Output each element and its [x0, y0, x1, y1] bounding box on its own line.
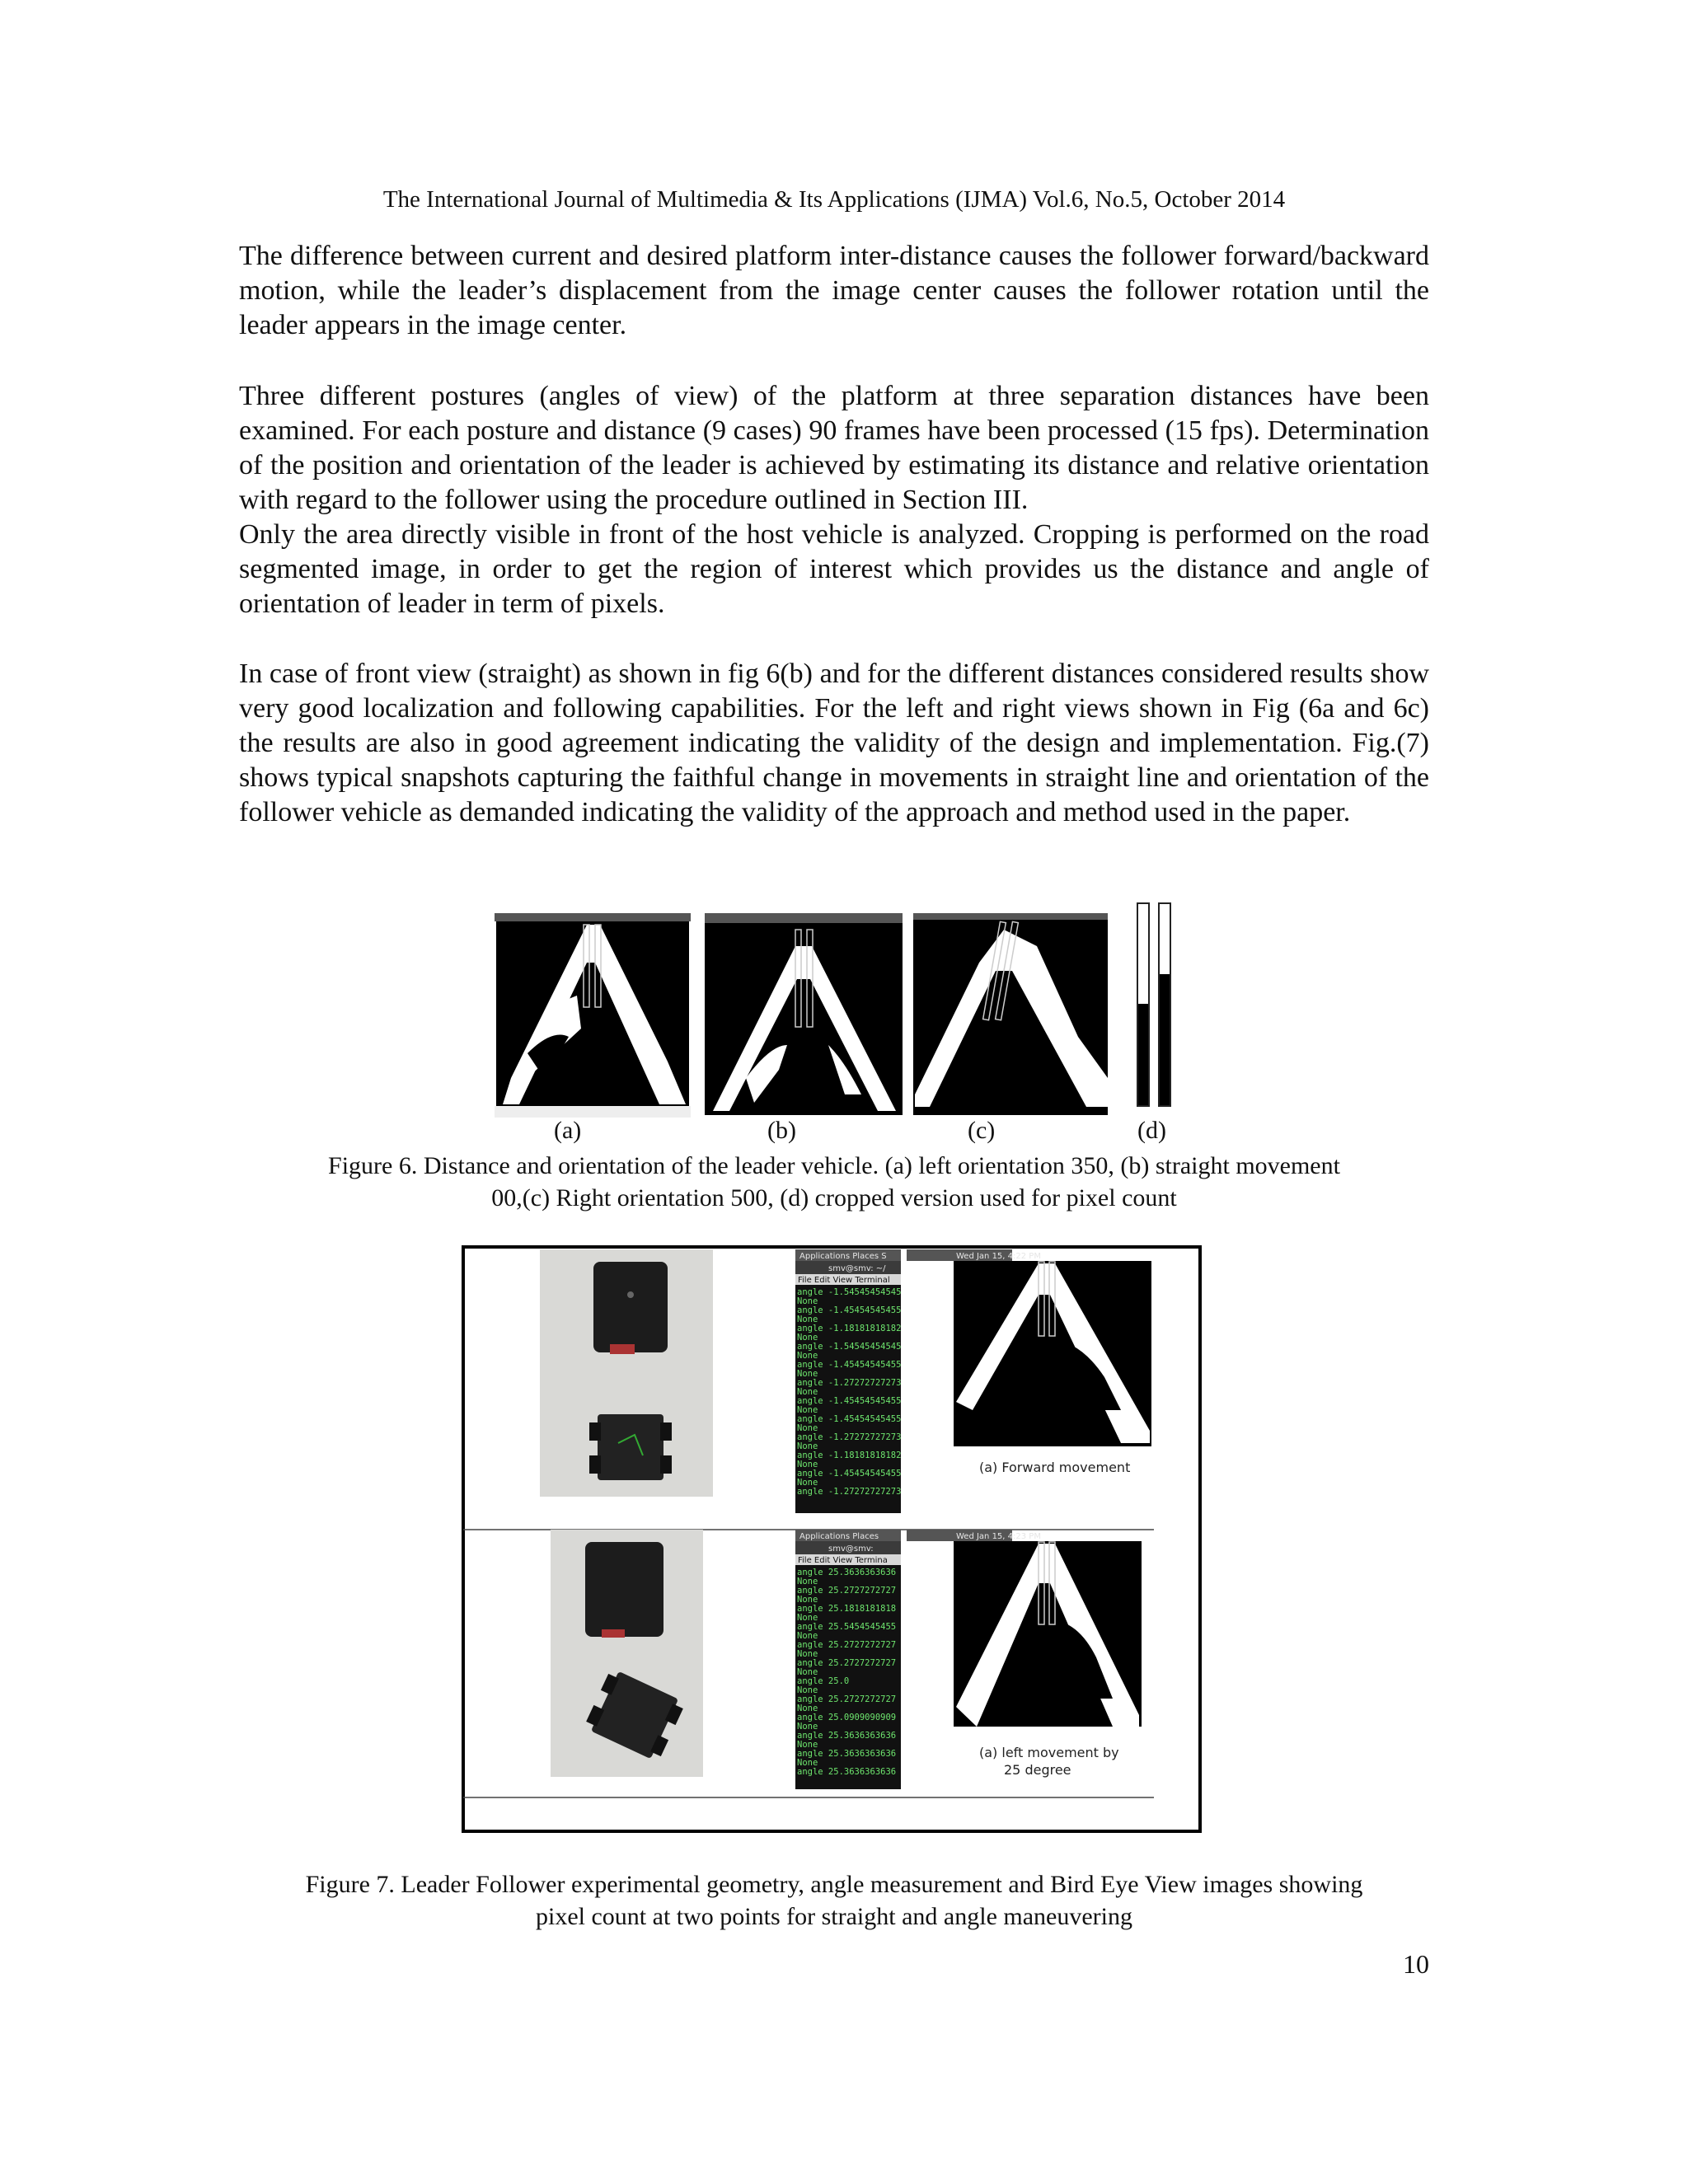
terminal-top-line: angle -1.18181818182: [797, 1324, 902, 1333]
figure6-label-b: (b): [767, 1117, 796, 1144]
terminal-bottom-line: None: [797, 1613, 818, 1623]
top-clock: Wed Jan 15, 4:22 PM: [956, 1252, 1041, 1261]
figure6-panel-b: [705, 913, 903, 1115]
figure7: [462, 1245, 1202, 1833]
journal-header: The International Journal of Multimedia & Its Applications (IJMA) Vol.6, No.5, October 2014: [382, 186, 1286, 213]
figure6-caption-line-1: Figure 6. Distance and orientation of the leader vehicle. (a) left orientation 350, (b) straight movement: [328, 1152, 1340, 1179]
paragraph-3: In case of front view (straight) as shown in fig 6(b) and for the different distances considered results show very good localization and following capabilities. For the left and right views shown in Fig (6a and 6c) the results are also in good agreement indicating the validity of the design and implementation. Fig.(7) shows typical snapshots capturing the faithful change in movements in straight line and orientation of the follower vehicle as demanded indicating the validity of the approach and method used in the paper.: [239, 658, 1429, 827]
terminal-bottom-line: angle 25.3636363636: [797, 1731, 897, 1741]
terminal-top-line: None: [797, 1387, 818, 1397]
terminal-top-line: None: [797, 1296, 818, 1306]
page-number: 10: [1403, 1949, 1429, 1979]
terminal-top-line: angle -1.18181818182: [797, 1451, 902, 1460]
terminal-bottom-line: angle 25.3636363636: [797, 1767, 897, 1777]
annotation-left-1: (a) left movement by: [979, 1745, 1119, 1760]
figure7-caption-line-1: Figure 7. Leader Follower experimental geometry, angle measurement and Bird Eye View images showing: [305, 1871, 1363, 1898]
figure6-panel-a: [495, 913, 691, 1118]
figure7-caption-line-2: pixel count at two points for straight and angle maneuvering: [536, 1903, 1132, 1930]
figure6-caption-line-2: 00,(c) Right orientation 500, (d) cropped version used for pixel count: [491, 1184, 1177, 1212]
terminal-bottom-menu: Applications Places: [799, 1532, 879, 1541]
figure6-caption: [239, 1150, 1429, 1214]
terminal-bottom-line: None: [797, 1758, 818, 1768]
terminal-top-user: smv@smv: ~/: [828, 1264, 886, 1273]
figure6-panel-d: [1136, 902, 1174, 1108]
terminal-bottom-line: angle 25.3636363636: [797, 1568, 897, 1577]
terminal-bottom-line: None: [797, 1595, 818, 1605]
terminal-top-line: angle -1.27272727273: [797, 1432, 902, 1442]
terminal-top-menubar: File Edit View Terminal: [798, 1276, 890, 1285]
bottom-clock: Wed Jan 15, 4:23 PM: [956, 1532, 1041, 1541]
terminal-bottom-line: None: [797, 1667, 818, 1677]
terminal-top-line: None: [797, 1315, 818, 1324]
terminal-top-line: angle -1.27272727273: [797, 1378, 902, 1388]
terminal-top-menu: Applications Places S: [799, 1252, 887, 1261]
figure6-label-d: (d): [1137, 1117, 1166, 1144]
terminal-top-line: None: [797, 1405, 818, 1415]
annotation-forward: (a) Forward movement: [979, 1460, 1131, 1475]
terminal-top-line: None: [797, 1441, 818, 1451]
terminal-bottom-line: angle 25.0909090909: [797, 1713, 897, 1722]
paragraph-2-part-b: Only the area directly visible in front of the host vehicle is analyzed. Cropping is performed on the road segmented image, in order to get the region of interest which provides us the distance and angle of orientation of leader in term of pixels.: [239, 519, 1429, 619]
terminal-top: [795, 1249, 901, 1513]
terminal-bottom-line: None: [797, 1649, 818, 1659]
terminal-top-line: angle -1.45454545455: [797, 1360, 902, 1370]
terminal-bottom-line: angle 25.2727272727: [797, 1586, 897, 1596]
terminal-top-line: angle -1.45454545455: [797, 1305, 902, 1315]
terminal-top-line: angle -1.54545454545: [797, 1287, 902, 1297]
terminal-bottom-line: None: [797, 1685, 818, 1695]
terminal-top-line: angle -1.45454545455: [797, 1414, 902, 1424]
terminal-bottom-user: smv@smv:: [828, 1544, 874, 1554]
paragraph-1: The difference between current and desired platform inter-distance causes the follower forward/backward motion, while the leader’s displacement from the image center causes the follower rotation until the leader appears in the image center.: [239, 241, 1429, 340]
terminal-top-line: None: [797, 1369, 818, 1379]
terminal-top-line: None: [797, 1351, 818, 1361]
figure6-label-c: (c): [968, 1117, 996, 1144]
terminal-top-line: angle -1.45454545455: [797, 1396, 902, 1406]
terminal-top-line: None: [797, 1478, 818, 1488]
terminal-top-line: None: [797, 1423, 818, 1433]
terminal-bottom-line: None: [797, 1722, 818, 1732]
terminal-top-line: angle -1.45454545455: [797, 1469, 902, 1479]
photo-robots-bottom: [551, 1530, 703, 1777]
terminal-bottom-line: None: [797, 1577, 818, 1586]
terminal-bottom-line: angle 25.5454545455: [797, 1622, 897, 1632]
terminal-bottom-line: angle 25.3636363636: [797, 1749, 897, 1759]
terminal-bottom-line: angle 25.2727272727: [797, 1640, 897, 1650]
terminal-bottom-line: None: [797, 1631, 818, 1641]
terminal-bottom-menubar: File Edit View Termina: [798, 1556, 888, 1565]
terminal-bottom: [795, 1530, 901, 1789]
figure7-caption: [239, 1868, 1429, 1933]
terminal-top-line: None: [797, 1333, 818, 1343]
terminal-top-line: angle -1.27272727273: [797, 1487, 902, 1497]
annotation-left-2: 25 degree: [1004, 1762, 1071, 1778]
terminal-bottom-line: angle 25.0: [797, 1676, 850, 1686]
terminal-bottom-line: None: [797, 1704, 818, 1713]
terminal-bottom-line: angle 25.2727272727: [797, 1658, 897, 1668]
paragraph-2: [239, 379, 1429, 621]
terminal-bottom-line: angle 25.2727272727: [797, 1694, 897, 1704]
paragraph-2-part-a: Three different postures (angles of view) of the platform at three separation distances have been examined. For each posture and distance (9 cases) 90 frames have been processed (15 fps). Determination of the position and orientation of the leader is achieved by estimating its distance and relative orientation with regard to the follower using the procedure outlined in Section III.: [239, 381, 1429, 515]
terminal-top-line: angle -1.54545454545: [797, 1342, 902, 1352]
photo-robots-top: [540, 1249, 713, 1497]
figure6-panel-c: [913, 913, 1108, 1115]
terminal-top-line: None: [797, 1460, 818, 1469]
terminal-bottom-line: None: [797, 1740, 818, 1750]
terminal-bottom-line: angle 25.1818181818: [797, 1604, 897, 1614]
figure6-label-a: (a): [554, 1117, 582, 1144]
